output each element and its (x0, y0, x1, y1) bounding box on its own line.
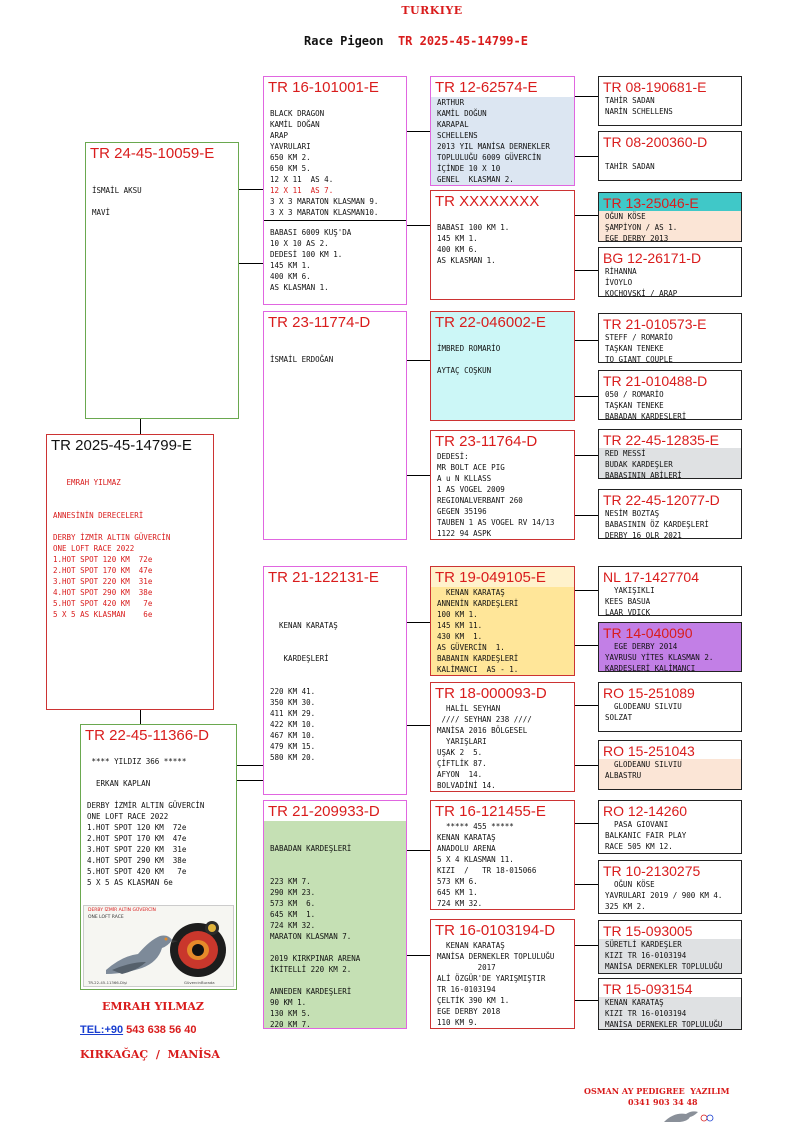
g4-info: RİHANNA İVOYLO KOCHOVSKİ / ARAP (605, 267, 678, 297)
dsd-card[interactable] (430, 682, 575, 792)
owner-name: EMRAH YILMAZ (102, 1000, 204, 1013)
g8-info: NESİM BOZTAŞ BABASININ ÖZ KARDEŞLERİ DERBY 16 OLR 2021 (605, 509, 709, 539)
sire-dam-info: İSMAİL ERDOĞAN (270, 355, 334, 364)
sire-sire-ring: TR 16-101001-E (268, 79, 379, 96)
g3-card[interactable] (598, 192, 742, 242)
sire-info: İSMAİL AKSU MAVİ (92, 186, 142, 217)
g6-ring: TR 21-010488-D (603, 373, 708, 389)
g11-card[interactable] (598, 682, 742, 732)
g2-info: TAHİR SADAN (605, 162, 655, 171)
g15-card[interactable] (598, 920, 742, 974)
dss-ring: TR 19-049105-E (431, 567, 574, 587)
connector (407, 360, 430, 361)
dss-card[interactable] (430, 566, 575, 676)
subject-ring: TR 2025-45-14799-E (51, 437, 192, 454)
dam-dam-ring: TR 21-209933-D (264, 801, 406, 821)
g3-info: OĞUN KÖSE ŞAMPİYON / AS 1. EGE DERBY 2013 (605, 212, 678, 242)
connector (407, 850, 430, 851)
connector (575, 1000, 598, 1001)
header-line (304, 34, 528, 48)
country-title: TURKIYE (401, 4, 463, 17)
dds-info: ***** 455 ***** KENAN KARATAŞ ANADOLU ARENA 5 X 4 KLASMAN 11. KIZI / TR 18-015066 573 KM 6. 645 KM 1. 724 KM 32. (437, 822, 537, 908)
sss-info: ARTHUR KAMİL DOĞUN KARAPAL SCHELLENS 2013 YIL MANİSA DERNEKLER TOPLULUĞU 6009 GÜVERCİN İÇİNDE 10 X 10 GENEL KLASMAN 2. (431, 97, 574, 186)
g4-card[interactable] (598, 247, 742, 297)
pigeon-photo (102, 918, 232, 984)
connector (237, 780, 263, 781)
sdd-card[interactable] (430, 430, 575, 540)
connector (575, 156, 598, 157)
g12-card[interactable] (598, 740, 742, 790)
sire-sire-info-c: 3 X 3 MARATON KLASMAN 9. 3 X 3 MARATON KLASMAN10. (270, 197, 379, 217)
software-name: OSMAN AY PEDIGREE YAZILIM (584, 1086, 730, 1096)
g2-card[interactable] (598, 131, 742, 181)
header-label: Race Pigeon (304, 34, 384, 48)
tel-link[interactable]: TEL:+90 (80, 1024, 124, 1036)
dam-dam-info: BABADAN KARDEŞLERİ 223 KM 7. 290 KM 23. 573 KM 6. 645 KM 1. 724 KM 32. MARATON KLASMAN 7. 2019 KIRKPINAR ARENA İKİTELLİ 220 KM 2. ANNEDEN KARDEŞLERİ 90 KM 1. 130 KM 5. 220 KM 7. (270, 844, 361, 1029)
dam-sire-card[interactable] (263, 566, 407, 795)
sire-ring: TR 24-45-10059-E (90, 145, 215, 162)
g7-info: RED MESSİ BUDAK KARDEŞLER BABASININ ABİLERİ (599, 448, 741, 479)
flyer-caption: TR-22-45-11366-Dişi (88, 980, 128, 985)
g12-ring: RO 15-251043 (599, 741, 741, 759)
dam-dam-card[interactable] (263, 800, 407, 1029)
g16-card[interactable] (598, 978, 742, 1030)
g11-info: GLODEANU SILVIU SOLZAT (605, 702, 682, 722)
g10-info: EGE DERBY 2014 YAVRUSU YİTES KLASMAN 2. KARDEŞLERİ KALİMANCI (605, 642, 714, 672)
ssd-info: BABASI 100 KM 1. 145 KM 1. 400 KM 6. AS KLASMAN 1. (437, 223, 510, 265)
g1-ring: TR 08-190681-E (603, 79, 707, 95)
g11-ring: RO 15-251089 (603, 685, 695, 701)
g16-info: KENAN KARATAŞ KIZI TR 16-0103194 MANİSA DERNEKLER TOPLULUĞU (599, 997, 741, 1030)
g3-ring: TR 13-25046-E (599, 193, 741, 211)
g13-ring: RO 12-14260 (603, 803, 688, 819)
g14-card[interactable] (598, 860, 742, 914)
sds-ring: TR 22-046002-E (435, 314, 546, 331)
flyer-title: DERBY İZMİR ALTIN GÜVERCİN (88, 908, 156, 913)
connector (140, 418, 141, 434)
pigeon-logo (660, 1108, 720, 1123)
dam-sire-ring: TR 21-122131-E (268, 569, 379, 586)
owner-location: KIRKAĞAÇ / MANİSA (80, 1048, 220, 1061)
g6-card[interactable] (598, 370, 742, 420)
ssd-ring: TR XXXXXXXX (435, 193, 540, 210)
dsd-ring: TR 18-000093-D (435, 685, 547, 702)
sire-dam-ring: TR 23-11774-D (268, 314, 371, 331)
sds-info: İMBRED ROMARİO AYTAÇ COŞKUN (437, 344, 501, 375)
flyer-subtitle: ONE LOFT RACE (88, 915, 124, 920)
g1-info: TAHİR SADAN NARİN SCHELLENS (605, 96, 673, 116)
connector (575, 270, 598, 271)
g5-ring: TR 21-010573-E (603, 316, 707, 332)
ddd-ring: TR 16-0103194-D (435, 922, 556, 939)
subject-info: EMRAH YILMAZ ANNESİNİN DERECELERİ DERBY İZMİR ALTIN GÜVERCİN ONE LOFT RACE 2022 1.HOT SPOT 120 KM 72e 2.HOT SPOT 170 KM 47e 3.HOT SPOT 220 KM 31e 4.HOT SPOT 290 KM 38e 5.HOT SPOT 420 KM 7e 5 X 5 AS KLASMAN 6e (53, 478, 171, 619)
g13-info: PASA GIOVANI BALKANIC FAIR PLAY RACE 505 KM 12. (605, 820, 687, 851)
software-phone: 0341 903 34 48 (628, 1097, 698, 1107)
sire-sire-info-b: 12 X 11 AS 7. (270, 186, 334, 195)
g8-ring: TR 22-45-12077-D (603, 492, 720, 508)
connector (575, 455, 598, 456)
g14-info: OĞUN KÖSE YAVRULARI 2019 / 900 KM 4. 325 KM 2. (605, 880, 723, 911)
g5-info: STEFF / ROMARİO TAŞKAN TENEKE TO GIANT COUPLE (605, 333, 673, 363)
g10-ring: TR 14-040090 (603, 625, 693, 641)
connector (407, 225, 430, 226)
connector (239, 263, 263, 264)
g7-card[interactable] (598, 429, 742, 479)
connector (575, 884, 598, 885)
dds-ring: TR 16-121455-E (435, 803, 546, 820)
dss-info: KENAN KARATAŞ ANNENİN KARDEŞLERİ 100 KM 1. 145 KM 11. 430 KM 1. AS GÜVERCİN 1. BABANIN KARDEŞLERİ KALİMANCI AS - 1. (431, 587, 574, 676)
g9-ring: NL 17-1427704 (603, 569, 700, 585)
connector (407, 131, 430, 132)
g10-card[interactable] (598, 622, 742, 672)
connector (575, 705, 598, 706)
connector (575, 515, 598, 516)
ddd-card[interactable] (430, 919, 575, 1029)
connector (575, 215, 598, 216)
g15-info: SÜRETLİ KARDEŞLER KIZI TR 16-0103194 MANİSA DERNEKLER TOPLULUĞU (599, 939, 741, 973)
g1-card[interactable] (598, 76, 742, 126)
dam-card[interactable] (80, 724, 237, 990)
g8-card[interactable] (598, 489, 742, 539)
dam-ring: TR 22-45-11366-D (85, 727, 209, 744)
header-ring: TR 2025-45-14799-E (397, 34, 528, 48)
g4-ring: BG 12-26171-D (603, 250, 702, 266)
connector (575, 590, 598, 591)
connector (575, 340, 598, 341)
sss-card[interactable] (430, 76, 575, 186)
connector (407, 622, 430, 623)
g2-ring: TR 08-200360-D (603, 134, 708, 150)
dam-photo-flyer (83, 905, 234, 987)
sire-dam-card[interactable] (263, 311, 407, 540)
ssd-card[interactable] (430, 190, 575, 300)
owner-phone (80, 1024, 197, 1036)
connector (407, 725, 430, 726)
g14-ring: TR 10-2130275 (603, 863, 701, 879)
connector (575, 945, 598, 946)
g5-card[interactable] (598, 313, 742, 363)
sdd-info: DEDESİ: MR BOLT ACE PIG A u N KLLASS 1 AS VOGEL 2009 REGIONALVERBANT 260 GEGEN 35196 TAUBEN 1 AS VOGEL RV 14/13 1122 94 ASPK (437, 452, 555, 538)
dds-card[interactable] (430, 800, 575, 910)
g6-info: 050 / ROMARİO TAŞKAN TENEKE BABADAN KARDEŞLERİ (605, 390, 687, 420)
connector (575, 96, 598, 97)
dam-info: **** YILDIZ 366 ***** ERKAN KAPLAN DERBY İZMİR ALTIN GÜVERCİN ONE LOFT RACE 2022 1.HOT SPOT 120 KM 72e 2.HOT SPOT 170 KM 47e 3.HOT SPOT 220 KM 31e 4.HOT SPOT 290 KM 38e 5.HOT SPOT 420 KM 7e 5 X 5 AS KLASMAN 6e (87, 757, 205, 887)
connector (407, 955, 430, 956)
connector (575, 645, 598, 646)
g12-info: GLODEANU SILVIU ALBASTRU (605, 760, 682, 780)
connector (575, 765, 598, 766)
sss-ring: TR 12-62574-E (435, 79, 538, 96)
sire-sire-card[interactable] (263, 76, 407, 305)
g9-info: YAKIŞIKLI KEES BASUA LAAR VDICK (605, 586, 655, 616)
ddd-info: KENAN KARATAŞ MANİSA DERNEKLER TOPLULUĞU 2017 ALİ ÖZGÜR'DE YARIŞMIŞTIR TR 16-0103194 ÇELTİK 390 KM 1. EGE DERBY 2018 110 KM 9. (437, 941, 555, 1027)
tel-number: 543 638 56 40 (123, 1024, 197, 1036)
flyer-footer: GüvercinBurada (184, 980, 215, 985)
connector (239, 189, 263, 190)
sds-card[interactable] (430, 311, 575, 421)
connector (407, 475, 430, 476)
g15-ring: TR 15-093005 (603, 923, 693, 939)
dam-sire-info: KENAN KARATAŞ KARDEŞLERİ 220 KM 41. 350 KM 30. 411 KM 29. 422 KM 10. 467 KM 10. 479 KM 15. 580 KM 20. (270, 621, 338, 762)
connector (575, 396, 598, 397)
g13-card[interactable] (598, 800, 742, 854)
g9-card[interactable] (598, 566, 742, 616)
dsd-info: HALİL SEYHAN //// SEYHAN 238 //// MANİSA 2016 BÖLGESEL YARIŞLARI UŞAK 2 5. ÇİFTLİK 87. AFYON 14. BOLVADİNİ 14. (437, 704, 532, 790)
subject-card[interactable] (46, 434, 214, 710)
divider (264, 220, 406, 221)
sire-card[interactable] (85, 142, 239, 419)
connector (237, 765, 263, 766)
sire-sire-info-d: BABASI 6009 KUŞ'DA 10 X 10 AS 2. DEDESİ 100 KM 1. 145 KM 1. 400 KM 6. AS KLASMAN 1. (270, 228, 352, 292)
sdd-ring: TR 23-11764-D (435, 433, 538, 450)
g7-ring: TR 22-45-12835-E (603, 432, 719, 448)
g16-ring: TR 15-093154 (603, 981, 693, 997)
sire-sire-info-a: BLACK DRAGON KAMİL DOĞAN ARAP YAVRULARI 650 KM 2. 650 KM 5. 12 X 11 AS 4. (270, 109, 334, 184)
connector (575, 823, 598, 824)
